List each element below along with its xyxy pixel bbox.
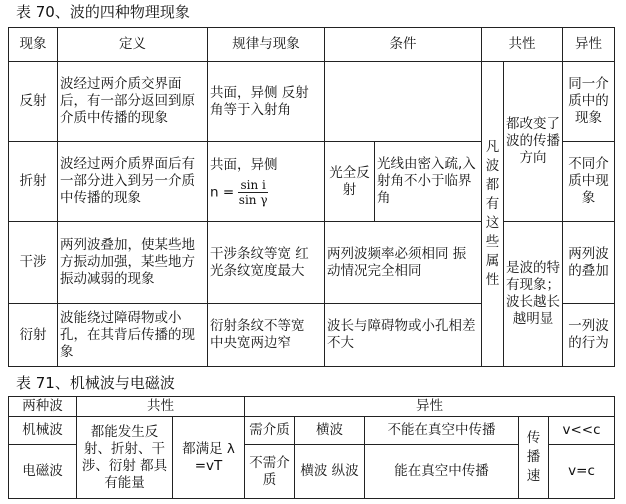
row-reflection-difference: 同一介质中的现象 — [563, 62, 615, 142]
row-diffraction-definition: 波能绕过障碍物或小孔，在其背后传播的现象 — [58, 304, 208, 367]
formula-denominator: sin γ — [238, 192, 268, 207]
t71-em-vacuum: 能在真空中传播 — [365, 445, 519, 499]
row-refraction-name: 折射 — [9, 142, 58, 222]
row-refraction-condition-a: 光全反射 — [325, 142, 375, 222]
row-interference-definition: 两列波叠加，使某些地方振动加强，某些地方振动减弱的现象 — [58, 222, 208, 304]
row-interference-name: 干涉 — [9, 222, 58, 304]
t71-mech-wave-type: 横波 — [295, 417, 365, 445]
t71-em-wave-type: 横波 纵波 — [295, 445, 365, 499]
common-top-cell: 都改变了波的传播方向 — [504, 62, 563, 222]
t71-header-types: 两种波 — [9, 397, 77, 417]
row-reflection-name: 反射 — [9, 62, 58, 142]
row-diffraction-condition: 波长与障碍物或小孔相差不大 — [325, 304, 482, 367]
t71-em-speed: v=c — [549, 445, 615, 499]
t71-mech-speed: v<<c — [549, 417, 615, 445]
t71-mech-medium: 需介质 — [245, 417, 295, 445]
common-bottom-cell: 是波的特有现象；波长越长越明显 — [504, 222, 563, 367]
t71-header-difference: 异性 — [245, 397, 615, 417]
t71-mech-vacuum: 不能在真空中传播 — [365, 417, 519, 445]
header-common: 共性 — [482, 28, 563, 62]
t71-common-phenomena: 都能发生反射、折射、干涉、衍射 都具有能量 — [77, 417, 173, 499]
t71-speed-label: 传播速 — [519, 417, 549, 499]
row-reflection-condition-empty — [325, 62, 482, 142]
header-phenomenon: 现象 — [9, 28, 58, 62]
t71-em-medium: 不需介质 — [245, 445, 295, 499]
row-reflection-definition: 波经过两介质交界面后，有一部分返回到原介质中传播的现象 — [58, 62, 208, 142]
table71-caption: 表 71、机械波与电磁波 — [16, 374, 175, 392]
header-definition: 定义 — [58, 28, 208, 62]
header-condition: 条件 — [325, 28, 482, 62]
row-refraction-condition-b: 光线由密入疏,入射角不小于临界角 — [375, 142, 482, 222]
t71-row-em: 电磁波 — [9, 445, 77, 499]
row-refraction-definition: 波经过两介质界面后有一部分进入到另一介质中传播的现象 — [58, 142, 208, 222]
row-diffraction-difference: 一列波的行为 — [563, 304, 615, 367]
refraction-law-text: 共面，异侧 — [210, 156, 278, 173]
row-refraction-difference: 不同介质中现象 — [563, 142, 615, 222]
row-interference-difference: 两列波的叠加 — [563, 222, 615, 304]
t71-row-mechanical: 机械波 — [9, 417, 77, 445]
row-refraction-law — [208, 142, 325, 222]
row-interference-condition: 两列波频率必须相同 振动情况完全相同 — [325, 222, 482, 304]
formula-fraction — [238, 178, 267, 207]
formula-lhs: n = — [210, 184, 235, 200]
t71-common-formula: 都满足 λ =vT — [173, 417, 245, 499]
header-law: 规律与现象 — [208, 28, 325, 62]
row-diffraction-law: 衍射条纹不等宽 中央宽两边窄 — [208, 304, 325, 367]
formula-numerator: sin i — [240, 177, 266, 192]
common-outer-cell: 凡波都有这些属性 — [482, 62, 504, 367]
table70 — [8, 27, 615, 367]
table70-caption: 表 70、波的四种物理现象 — [16, 3, 190, 21]
row-diffraction-name: 衍射 — [9, 304, 58, 367]
header-difference: 异性 — [563, 28, 615, 62]
row-interference-law: 干涉条纹等宽 红光条纹宽度最大 — [208, 222, 325, 304]
snell-formula — [210, 178, 322, 207]
row-reflection-law: 共面，异侧 反射角等于入射角 — [208, 62, 325, 142]
table71 — [8, 396, 615, 499]
t71-header-common: 共性 — [77, 397, 245, 417]
